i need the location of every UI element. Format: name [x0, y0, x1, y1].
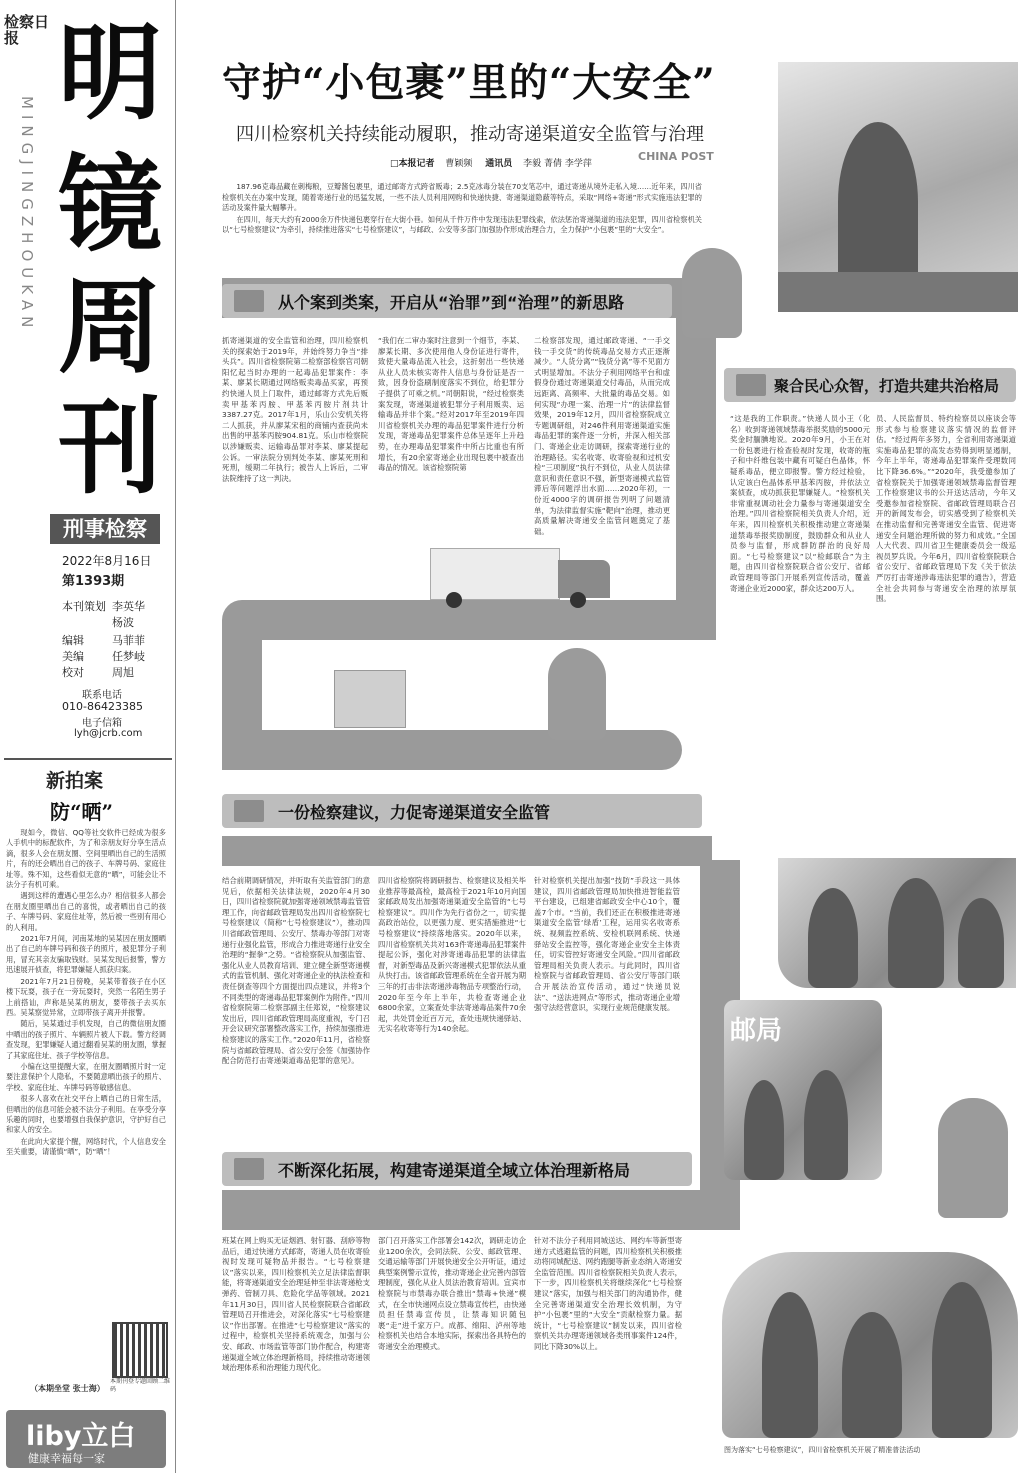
section-label: 刑事检察: [50, 514, 160, 544]
section-title: 一份检察建议，力促寄递渠道安全监管: [278, 802, 551, 822]
post-office-photo: [638, 62, 1018, 312]
sidebar-paragraph: 遇到这样的遭遇心里怎么办？相信很多人都会在朋友圈里晒出自己的喜悦，或者晒出自己的孩子、车牌号码、家庭住址等，然后被一些别有用心的人利用。: [6, 891, 166, 932]
qr-code: [112, 1322, 168, 1378]
section-title: 不断深化拓展，构建寄递渠道全域立体治理新格局: [278, 1160, 631, 1180]
subheadline: 四川检察机关持续能动履职，推动寄递渠道安全监管与治理: [236, 124, 704, 145]
section2-col1: 结合前期调研情况，并听取有关监管部门的意见后，依据相关法律法规，2020年4月30日，四川省检察院就加强寄递领域禁毒监管管理工作，向省邮政管理局发出四川省检察院七号检察建议（简称“七号检察建议”），推动四川省邮政管理局、公安厅、禁毒办等部门对寄递行业强化监管，形成合力推进寄递行业安全治理的“握拳”之势。“省检察院从加强监管、强化从业人员教育培训、建立健全新型寄递模式的监管机制、强化对寄递企业的执法检查和责任倒查等四个方面提出四点建议，并将3个不同类型的寄递毒品犯罪案例作为附件。”四川省检察院第二检察部副主任郑说，“检察建议发出后，四川省邮政管理局高度重视，专门召开会议研究部署整改落实工作，持续加强推进检察建议的落实工作。”2020年11月，省检察院与省邮政管理局、省公安厅会签《加强协作配合防范打击寄递渠道毒品犯罪的意见》。: [222, 876, 370, 1066]
post-office-sign: 邮局: [730, 1016, 783, 1046]
sidebar-paragraph: 2021年7月21日傍晚，吴某带着孩子在小区楼下玩耍，孩子在一旁玩耍时，突然一名陌生男子上前搭讪，声称是吴某的朋友，要带孩子去买东西。吴某察觉异常，立即带孩子离开并报警。: [6, 976, 166, 1017]
section3-col2: 员、人民监督员、特约检察员以座谈会等形式参与检察建议落实情况的监督评估。“经过两年多努力，全省利用寄递渠道实施毒品犯罪的高发态势得到明显遏制，今年上半年，寄递毒品犯罪案件受理数同比下降36.6%。”“2020年，我受邀参加了省检察院关于加强寄递领域禁毒监督管理工作检察建议书的公开送达活动，今年又受邀参加省检察院、省邮政管理局联合召开的新闻发布会，切实感受到了检察机关在推动监督和完善寄递安全监管、促进寄递安全问题治理所做的努力和成效。”全国人大代表、四川省卫生健康委员会一级巡视员罗兵说。今年6月，四川省检察院联合省公安厅、省邮政管理局下发《关于依法严厉打击寄递涉毒违法犯罪的通告》，营造全社会共同参与寄递安全治理的浓厚氛围。: [876, 414, 1016, 604]
sponsor-banner: [6, 1410, 166, 1468]
email-label: 电子信箱: [82, 718, 122, 729]
sidebar-divider: [4, 758, 172, 760]
section-heading: [222, 794, 702, 828]
contact-label: 联系电话: [82, 690, 122, 701]
section-heading: [222, 284, 672, 318]
paper-logo: 检察日报: [4, 13, 50, 47]
section2-col2: 四川省检察院将调研报告、检察建议及相关毕业推荐等最高检，最高检于2021年10月向国家邮政局发出加强寄递渠道安全监管的“七号检察建议”。四川作为先行省份之一，切实提高政治站位，以更强力度、更实措施推进“七号检察建议”持续落地落实。2020年以来，四川省检察机关共对163件寄递毒品犯罪案件提起公诉，强化对涉寄递毒品犯罪的法律监督，对新型毒品及新兴寄递模式犯罪依法从重从快打击。该省邮政管理系统在全省开展为期三年的打击非法寄递涉毒物品专项整治行动，2020年至今年上半年，共检查寄递企业6800余家，立案查处非法寄递毒品案件70余起，共处罚金近百万元，查处违规快递驿站、无实名收寄等行为140余起。: [378, 876, 526, 1034]
photo-post-office-street: [724, 1000, 882, 1180]
sidebar-paragraph: 在此向大家提个醒，网络时代，个人信息安全至关重要，请谨慎“晒”，防“晒”！: [6, 1136, 166, 1157]
sidebar-paragraph: 随后，吴某通过手机发现，自己的微信朋友圈中晒出的孩子照片、车辆照片被人下载。警方经调查发现，犯罪嫌疑人通过翻看吴某的朋友圈，掌握了其家庭住址、孩子学校等信息。: [6, 1019, 166, 1060]
sponsor-slogan: 健康幸福每一家: [28, 1452, 105, 1465]
sidebar-paragraph: 小编在这里提醒大家，在朋友圈晒照片时一定要注意保护个人隐私，不要随意晒出孩子的照片、学校、家庭住址、车牌号码等敏感信息。: [6, 1061, 166, 1092]
designer-label: 美编: [62, 650, 84, 663]
section3-col1: “这是我的工作职责。”快递人员小王（化名）收到寄递领域禁毒举报奖励的5000元奖金时腼腆地说。2020年9月，小王在对一份包裹进行检查验视时发现，收寄的瓶子和中纤维包装中藏有可疑白色晶体，怀疑系毒品，便立即报警。警方经过检验，认定该白色晶体系甲基苯丙胺，并依法立案侦查，成功抓获犯罪嫌疑人。“检察机关非常重视调动社会力量参与寄递渠道安全治理。”四川省检察院相关负责人介绍，近年来，四川检察机关积极推动建立寄递渠道禁毒举报奖励制度，鼓励群众和从业人员参与监督，形成群防群治的良好局面。“七号检察建议”以“检邮联合”为主题，由四川省检察院联合省公安厅、省邮政管理局等部门开展系列宣传活动，覆盖寄递企业近2000家，群众达200万人。: [730, 414, 870, 593]
headline: 守护“小包裹”里的“大安全”: [222, 60, 716, 106]
planner-1: 李英华: [112, 600, 145, 613]
pinyin-vertical: MINGJINGZHOUKAN: [18, 96, 36, 334]
editor-name: 马菲菲: [112, 634, 145, 647]
courier-figure: [548, 648, 606, 740]
section-icon: [736, 374, 766, 396]
section4-col1: 班某在网上购买无证烟酒、射钉器、刮痧等物品后，通过快递方式邮寄，寄递人员在收寄验视时发现可疑物品并报告。“七号检察建议”落实以来，四川检察机关立足法律监督职能，将寄递渠道安全治理延伸至非法寄递枪支弹药、管制刀具、危险化学品等领域。2021年11月30日，四川省人民检察院联合省邮政管理局召开推进会，对深化落实“七号检察建议”作出部署。在推进“七号检察建议”落实的过程中，检察机关坚持系统观念，加强与公安、邮政、市场监管等部门协作配合，构建寄递渠道全域立体治理新格局，持续推动寄递领域治理体系和治理能力现代化。: [222, 1236, 370, 1373]
section-icon: [234, 290, 264, 312]
package-boxes: [334, 670, 406, 728]
sidebar-byline: （本期坐堂 张士海）: [30, 1384, 105, 1393]
title-char-jing: 镜: [58, 144, 163, 266]
road-segment: [222, 836, 712, 866]
planner-2: 杨波: [112, 616, 134, 629]
section-title: 从个案到类案，开启从“治罪”到“治理”的新思路: [278, 292, 625, 312]
section1-col3: 二检察部发现，通过邮政寄递、“一手交钱一手交货”的传统毒品交易方式正逐渐减少。“人货分离”“钱货分离”等不见面方式明显增加。不法分子利用网络平台和虚假身份通过寄递渠道交付毒品，从而完成远距离、高频率、大批量的毒品交易。如何实现“办理一案、治理一片”的法律监督效果，2019年12月，四川省检察院成立专题调研组，对246件利用寄递渠道实施毒品犯罪的案件逐一分析，并深入相关部门、寄递企业走访调研，探索寄递行业的治理路径。实名收寄、收寄验视和过机安检“三项制度”执行不到位，从业人员法律意识和责任意识不强，新型寄递模式监管滞后等问题浮出水面……2020年初，一份近4000字的调研报告列明了问题清单，为法律监督实施“靶向”治理，推动更高质量解决寄递安全监管问题奠定了基础。: [534, 336, 670, 536]
contact-phone: 010-86423385: [62, 700, 143, 713]
sidebar-body: [6, 828, 166, 1312]
email-address: lyh@jcrb.com: [74, 728, 143, 739]
correspondents: 李毅 菁倩 李学萍: [523, 159, 592, 169]
lead-text: [222, 182, 702, 262]
road-segment: [676, 300, 716, 630]
sidebar-paragraph: 很多人喜欢在社交平台上晒自己的日常生活，但晒出的信息可能会被不法分子利用。在享受分享乐趣的同时，也要增强自我保护意识，守护好自己和家人的安全。: [6, 1094, 166, 1135]
sidebar-kicker: 新拍案: [46, 770, 104, 792]
planner-label: 本刊策划: [62, 600, 106, 613]
road-segment: [222, 730, 682, 770]
byline-label: □本报记者: [390, 159, 435, 169]
post-sign: CHINA POST: [638, 150, 714, 163]
title-char-zhou: 周: [58, 266, 163, 388]
title-char-kan: 刊: [58, 386, 163, 508]
section-heading: [222, 1152, 692, 1186]
sidebar-paragraph: 现如今，微信、QQ等社交软件已经成为很多人手机中的标配软件，为了和亲朋友好分享生活点滴，很多人会在朋友圈、空间里晒出自己的生活照片，有的还会晒出自己的孩子、车牌号码、家庭住址等。殊不知，这些看似无意的“晒”，可能会让不法分子有机可乘。: [6, 828, 166, 890]
proof-name: 周旭: [112, 666, 134, 679]
title-char-ming: 明: [58, 12, 163, 134]
lead-paragraph: 187.96克毒品藏在刺梅粮，豆瓣酱包裹里，通过邮寄方式跨省贩毒；2.5克冰毒分装在70支笔芯中，通过寄递从境外走私入境……近年来，四川省检察机关在办案中发现，随着寄递行业的迅猛发展，一些不法人员利用网购和快递快捷、寄递渠道隐蔽等特点，采取“网络+寄递”形式实施违法犯罪的活动及案件量大幅攀升。: [222, 182, 702, 213]
section4-col2: 部门召开落实工作部署会142次，调研走访企业1200余次，会同法院、公安、邮政管理、交通运输等部门开展快递安全公开听证，通过典型案例警示宣传，推动寄递企业完善内部管理制度，强化从业人员法治教育培训。宜宾市检察院与市禁毒办联合推出“禁毒+快递”模式，在全市快递网点设立禁毒宣传栏，由快递员担任禁毒宣传员，让禁毒知识随包裹“走”进千家万户。成都、绵阳、泸州等地检察机关也结合本地实际，探索出各具特色的寄递安全治理模式。: [378, 1236, 526, 1351]
section1-col2: “我们在二审办案时注意到一个细节，李某、廖某长期、多次使用他人身份证进行寄件，致使大量毒品流入社会，这折射出一些快递从业人员未核实寄件人信息与身份证是否一致，因身份盗刷制度落实不到位，给犯罪分子提供了可乘之机。”司朝阳说，“经过检察类案发现，寄递渠道被犯罪分子利用贩卖、运输毒品并非个案。”经对2017年至2019年四川省检察机关办理的毒品犯罪案件进行分析发现，寄递毒品犯罪案件总体呈逐年上升趋势，在办理毒品犯罪案件中所占比重也有所增长，有20余家寄递企业出现包裹中被查出毒品的情况。该省检察院第: [378, 336, 524, 473]
issue-date: 2022年8月16日: [62, 554, 152, 568]
sidebar-title: 防“晒”: [50, 800, 114, 824]
section2-col3: 针对检察机关提出加强“技防”手段这一具体建议，四川省邮政管理局加快推进智能监管平台建设，已组建省邮政安全中心10个，覆盖7个市。“当前，我们还正在积极推进寄递渠道安全监管‘绿盾’工程，运用实名收寄系统、视频监控系统、安检机联网系统、快递驿站安全监控等，强化寄递企业安全主体责任，切实管控好寄递安全风险。”四川省邮政管理局相关负责人表示。与此同时，四川省检察院与省邮政管理局、省公安厅等部门联合开展法治宣传活动，通过“快递员说法”、“送法进网点”等形式，推动寄递企业增强守法经营意识，实现行业规范健康发展。: [534, 876, 680, 1013]
proof-label: 校对: [62, 666, 84, 679]
editor-label: 编辑: [62, 634, 84, 647]
photo-inspectors: [778, 858, 1016, 988]
courier-figure: [938, 1098, 1008, 1218]
courier-figure: [682, 248, 742, 338]
section-title: 聚合民心众智，打造共建共治格局: [774, 376, 1000, 395]
section-icon: [234, 800, 264, 822]
designer-name: 任梦岐: [112, 650, 145, 663]
road-segment: [222, 1190, 740, 1230]
qr-caption: 本期刊登专题回顾二维码: [110, 1378, 171, 1393]
photo-caption: 图为落实“七号检察建议”，四川省检察机关开展了精准普法活动: [724, 1446, 921, 1454]
section-heading: [724, 368, 1016, 402]
lead-paragraph: 在四川，每天大约有2000余万件快递包裹穿行在大街小巷。如何从千件万件中发现违法犯罪线索，依法惩治寄递渠道的违法犯罪，四川省检察机关以“七号检察建议”为牵引，持续推进落实“七号检察建议”，与邮政、公安等多部门加强协作形成治理合力，全力保护“小包裹”里的“大安全”。: [222, 214, 702, 235]
masthead: [0, 0, 176, 1473]
issue-number: 第1393期: [62, 574, 125, 589]
photo-outreach: [722, 1252, 1018, 1438]
reporters: 曹颖频: [445, 159, 473, 169]
sidebar-paragraph: 2021年7月间，河南某地的吴某因在朋友圈晒出了自己的车牌号码和孩子的照片，被犯罪分子利用，冒充其亲友骗取钱财。吴某发现后报警，警方迅速展开侦查，将犯罪嫌疑人抓获归案。: [6, 934, 166, 975]
section1-col1: 抓寄递渠道的安全监管和治理，四川检察机关的探索始于2019年，并始终努力争当“排头兵”。四川省检察院第二检察部检察官司朝阳忆起当时办理的一起毒品犯罪案件：李某、廖某长期通过网络贩卖毒品买家，再预约快递人员上门取件，通过邮寄方式先后贩卖甲基苯丙胺、甲基苯丙胺片剂共计3387.27克。2017年1月，乐山公安机关将二人抓获，并从廖某宋租的商铺内查获尚未出售的甲基苯丙胺904.81克。乐山市检察院以涉嫌贩卖、运输毒品罪对李某、廖某提起公诉。一审法院分别判处李某、廖某死刑和死刑，缓期二年执行；被告人上诉后，二审法院维持了这一判决。: [222, 336, 368, 483]
correspondent-label: 通讯员: [485, 159, 513, 169]
section-icon: [234, 1158, 264, 1180]
sponsor-brand: liby立白: [26, 1421, 136, 1452]
section4-col3: 针对不法分子利用同城送达、网约车等新型寄递方式逃避监管的问题，四川检察机关积极推动将同城配送、网约跑腿等新业态纳入寄递安全监管范围。四川省检察院相关负责人表示，下一步，四川检察机关将继续深化“七号检察建议”落实，加强与相关部门的沟通协作，健全完善寄递渠道安全治理长效机制，为守护“小包裹”里的“大安全”贡献检察力量。据统计，“七号检察建议”制发以来，四川省检察机关共办理寄递领域各类刑事案件124件，同比下降30%以上。: [534, 1236, 682, 1351]
byline: [390, 156, 592, 169]
